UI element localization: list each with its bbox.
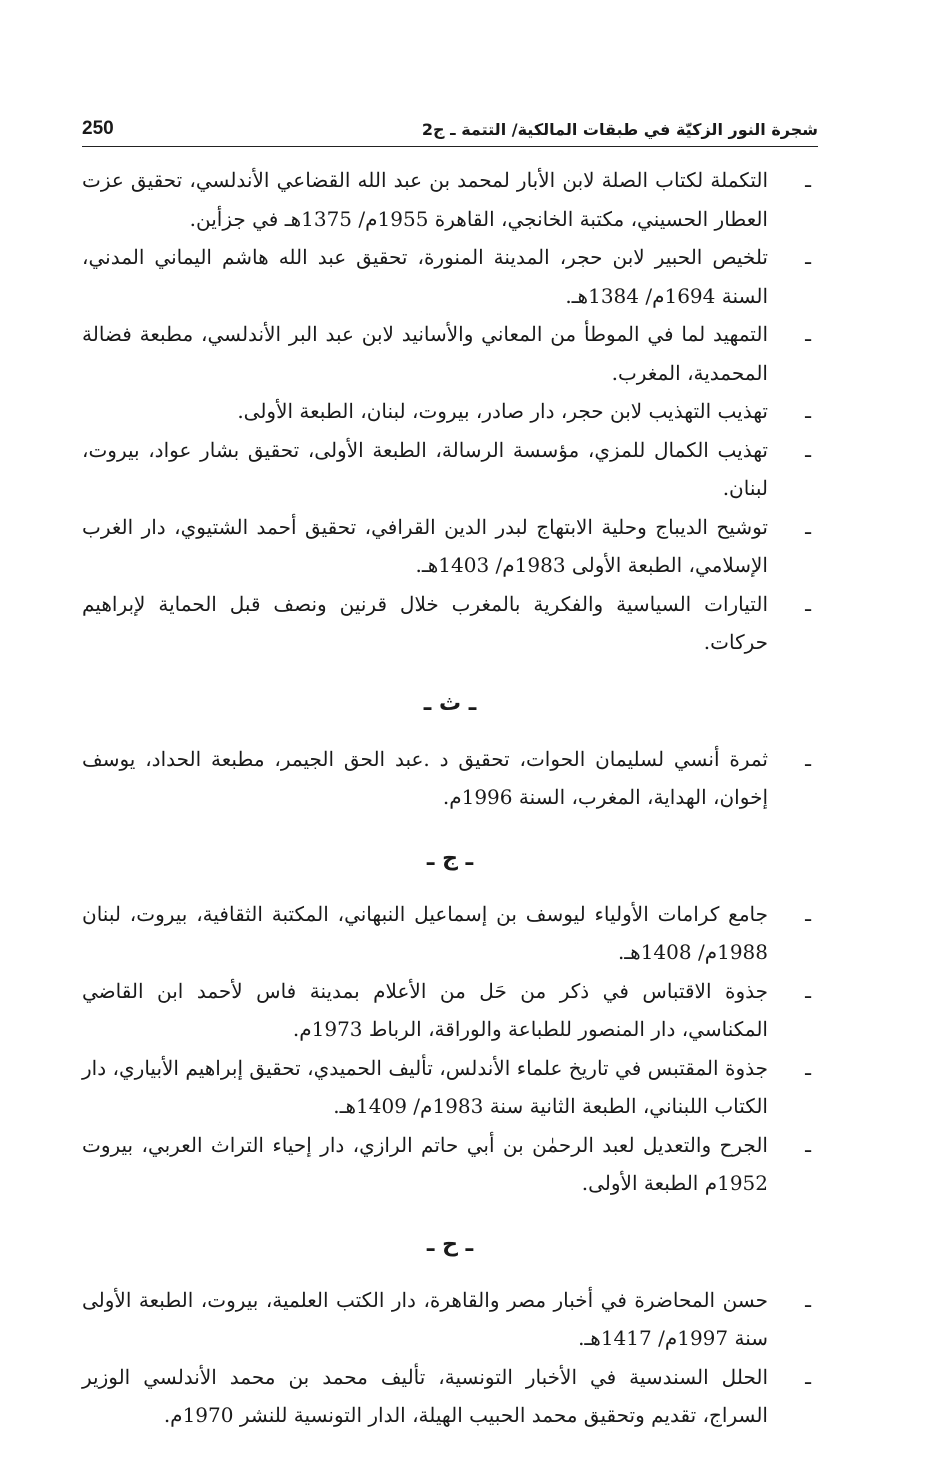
- entry-dash: ـ: [805, 591, 811, 616]
- entry-text: التكملة لكتاب الصلة لابن الأبار لمحمد بن عبد الله القضاعي الأندلسي، تحقيق عزت العطار الحسيني، مكتبة الخانجي، القاهرة 1955م/ 1375هـ في جزأين.: [82, 168, 768, 231]
- entry-text: توشيح الديباج وحلية الابتهاج لبدر الدين القرافي، تحقيق أحمد الشتيوي، دار الغرب الإسلامي، الطبعة الأولى 1983م/ 1403هـ.: [82, 514, 768, 577]
- bibliography-entry: [82, 972, 818, 1049]
- bibliography-entry: [82, 238, 818, 315]
- bibliography-entry: [82, 315, 818, 392]
- entry-dash: ـ: [805, 1364, 811, 1389]
- entry-dash: ـ: [805, 168, 811, 192]
- bibliography-entry: [82, 585, 818, 662]
- entry-text: ثمرة أنسي لسليمان الحوات، تحقيق د .عبد الحق الجيمر، مطبعة الحداد، يوسف إخوان، الهداية، المغرب، السنة 1996م.: [82, 746, 768, 809]
- entry-dash: ـ: [805, 1132, 811, 1157]
- entry-dash: ـ: [805, 1055, 811, 1080]
- entry-text: الجرح والتعديل لعبد الرحمٰن بن أبي حاتم الرازي، دار إحياء التراث العربي، بيروت 1952م الطبعة الأولى.: [82, 1132, 768, 1195]
- bibliography-list: [82, 161, 818, 1435]
- bibliography-entry: [82, 895, 818, 972]
- entry-text: تهذيب الكمال للمزي، مؤسسة الرسالة، الطبعة الأولى، تحقيق بشار عواد، بيروت، لبنان.: [82, 437, 768, 500]
- book-page: [82, 108, 818, 1435]
- entry-text: الحلل السندسية في الأخبار التونسية، تأليف محمد بن محمد الأندلسي الوزير السراج، تقديم وتحقيق محمد الحبيب الهيلة، الدار التونسية للنشر 1970م.: [82, 1364, 768, 1427]
- letter-heading: ـ ج ـ: [426, 845, 474, 871]
- entry-dash: ـ: [805, 1287, 811, 1312]
- bibliography-entry: [82, 431, 818, 508]
- entry-dash: ـ: [805, 746, 811, 771]
- entry-text: حسن المحاضرة في أخبار مصر والقاهرة، دار الكتب العلمية، بيروت، الطبعة الأولى سنة 1997م/ 1417هـ.: [82, 1287, 769, 1350]
- entry-text: جذوة الاقتباس في ذكر من حَل من الأعلام بمدينة فاس لأحمد ابن القاضي المكناسي، دار المنصور للطباعة والوراقة، الرباط 1973م.: [82, 978, 768, 1041]
- bibliography-entry: [82, 392, 818, 431]
- bibliography-entry: [82, 1358, 818, 1435]
- bibliography-entry: [82, 1281, 818, 1358]
- entry-dash: ـ: [805, 399, 811, 423]
- entry-dash: ـ: [805, 245, 811, 269]
- bibliography-entry: [82, 161, 818, 238]
- entry-text: تهذيب التهذيب لابن حجر، دار صادر، بيروت، لبنان، الطبعة الأولى.: [237, 399, 768, 423]
- entry-dash: ـ: [805, 901, 811, 926]
- entry-text: التمهيد لما في الموطأ من المعاني والأسانيد لابن عبد البر الأندلسي، مطبعة فضالة المحمدية، المغرب.: [82, 322, 768, 385]
- running-title: شجرة النور الزكيّة في طبقات المالكية/ التتمة ـ ج2: [421, 120, 818, 139]
- entry-text: جذوة المقتبس في تاريخ علماء الأندلس، تأليف الحميدي، تحقيق إبراهيم الأبياري، دار الكتاب اللبناني، الطبعة الثانية سنة 1983م/ 1409هـ.: [82, 1055, 768, 1118]
- letter-heading: ـ ح ـ: [426, 1231, 474, 1257]
- running-header: [82, 108, 818, 147]
- bibliography-entry: [82, 740, 818, 817]
- bibliography-entry: [82, 1049, 818, 1126]
- entry-dash: ـ: [805, 514, 811, 539]
- letter-heading: ـ ث ـ: [423, 690, 477, 716]
- entry-text: التيارات السياسية والفكرية بالمغرب خلال قرنين ونصف قبل الحماية لإبراهيم حركات.: [82, 591, 768, 654]
- bibliography-entry: [82, 1126, 818, 1203]
- entry-dash: ـ: [805, 322, 811, 346]
- page-number: 250: [82, 118, 114, 139]
- entry-text: تلخيص الحبير لابن حجر، المدينة المنورة، تحقيق عبد الله هاشم اليماني المدني، السنة 1694م/ 1384هـ.: [82, 245, 769, 308]
- entry-text: جامع كرامات الأولياء ليوسف بن إسماعيل النبهاني، المكتبة الثقافية، بيروت، لبنان 1988م/ 1408هـ.: [82, 901, 768, 964]
- entry-dash: ـ: [805, 437, 811, 462]
- bibliography-entry: [82, 508, 818, 585]
- entry-dash: ـ: [805, 978, 811, 1003]
